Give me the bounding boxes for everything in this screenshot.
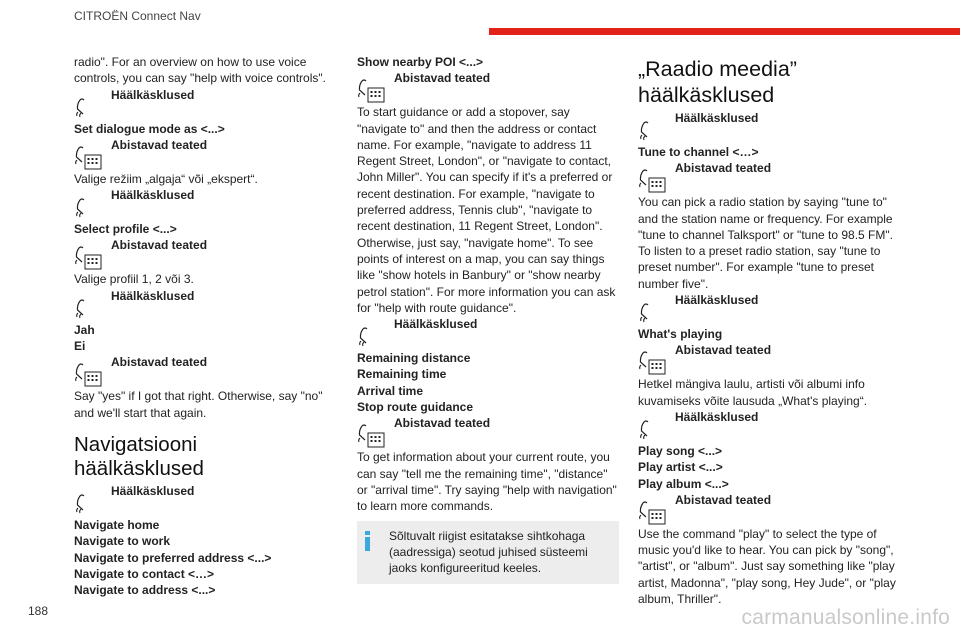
section-heading-line: häälkäsklused [74, 456, 204, 480]
header-accent-bar [489, 28, 960, 35]
info-note-text: Sõltuvalt riigist esitatakse sihtkohaga (aadressiga) seotud juhised süsteemi jaoks konfigureeritud keeles. [389, 528, 588, 576]
paragraph: Hetkel mängiva laulu, artisti või albumi info kuvamiseks võite lausuda „What's playing“. [638, 377, 868, 408]
paragraph: To get information about your current route, you can say "tell me the remaining time", "distance" or "arrival time". Try saying "help with navigation" to learn more commands. [357, 450, 617, 514]
paragraph: Use the command "play" to select the type of music you'd like to hear. You can pick by "song", "artist", or "album". Just say something like "play artist, Madonna", "play song, Hey Jude", or "play album, Thriller". [638, 526, 896, 607]
paragraph: You can pick a radio station by saying "tune to" and the station name or frequency. For example "tune to channel Talksport" or "tune to 98.5 FM". To listen to a preset radio station, say "tune to preset number". For example "tune to preset number five". [638, 195, 893, 291]
voice-commands-heading [74, 483, 336, 517]
help-messages-heading [74, 137, 336, 171]
column-3 [638, 54, 900, 607]
command: Navigate to work [74, 534, 171, 549]
header-title: CITROËN Connect Nav [74, 9, 201, 23]
command: Navigate home [74, 517, 160, 532]
command: Set dialogue mode as <...> [74, 121, 225, 136]
command: Ei [74, 339, 86, 354]
voice-commands-heading [74, 187, 336, 221]
label-voice-commands: Häälkäsklused [394, 317, 478, 332]
voice-commands-heading [74, 87, 336, 121]
paragraph: Valige režiim „algaja“ või „ekspert“. [74, 171, 258, 186]
help-message-icon [638, 501, 668, 525]
help-message-icon [357, 424, 387, 448]
label-help-messages: Abistavad teated [675, 343, 772, 358]
label-voice-commands: Häälkäsklused [111, 288, 195, 303]
help-message-icon [74, 363, 104, 387]
command: Remaining distance [357, 351, 471, 366]
label-help-messages: Abistavad teated [675, 161, 772, 176]
command: What's playing [638, 327, 723, 342]
voice-command-icon [74, 196, 104, 220]
voice-command-icon [638, 119, 668, 143]
paragraph: radio". For an overview on how to use voice controls, you can say "help with voice controls". [74, 55, 326, 86]
column-1 [74, 54, 336, 598]
section-heading-radio-media [638, 56, 900, 108]
section-heading-line: häälkäsklused [638, 83, 775, 107]
command: Remaining time [357, 367, 447, 382]
voice-commands-heading [638, 110, 900, 144]
help-message-icon [638, 169, 668, 193]
help-messages-heading [74, 237, 336, 271]
help-message-icon [74, 246, 104, 270]
label-help-messages: Abistavad teated [675, 492, 772, 507]
section-heading-line: „Raadio meedia” [638, 57, 797, 81]
help-messages-heading [357, 415, 619, 449]
label-voice-commands: Häälkäsklused [675, 409, 759, 424]
help-messages-heading [74, 354, 336, 388]
voice-command-icon [74, 96, 104, 120]
section-heading-navigation [74, 433, 336, 481]
page-number: 188 [28, 604, 49, 618]
label-voice-commands: Häälkäsklused [111, 188, 195, 203]
label-help-messages: Abistavad teated [111, 355, 208, 370]
label-help-messages: Abistavad teated [394, 71, 491, 86]
command: Play song <...> [638, 443, 723, 458]
command: Navigate to contact <…> [74, 566, 215, 581]
label-voice-commands: Häälkäsklused [111, 483, 195, 498]
help-messages-heading [638, 160, 900, 194]
voice-command-icon [357, 325, 387, 349]
voice-command-icon [74, 297, 104, 321]
info-note [357, 521, 619, 585]
watermark: carmanualsonline.info [741, 606, 950, 629]
voice-command-icon [638, 301, 668, 325]
command: Select profile <...> [74, 222, 177, 237]
help-message-icon [74, 146, 104, 170]
paragraph: Valige profiil 1, 2 või 3. [74, 272, 194, 287]
label-help-messages: Abistavad teated [111, 137, 208, 152]
label-help-messages: Abistavad teated [111, 238, 208, 253]
voice-commands-heading [357, 316, 619, 350]
voice-commands-heading [638, 292, 900, 326]
paragraph: Say "yes" if I got that right. Otherwise, say "no" and we'll start that again. [74, 389, 323, 420]
label-help-messages: Abistavad teated [394, 416, 491, 431]
paragraph: To start guidance or add a stopover, say "navigate to" and then the address or contact name. For example, "navigate to address 11 Regent Street, London", or "navigate to contact, John Miller". You can specify if it's a preferred or recent destination. For example, "navigate to preferred address, Tennis club", "navigate to recent destination, 11 Regent Street, London". Otherwise, just say, "navigate home". To see points of interest on a map, you can say things like "show hotels in Banbury" or "show nearby petrol station". For more information you can ask for "help with route guidance". [357, 105, 616, 315]
command: Navigate to preferred address <...> [74, 550, 272, 565]
voice-commands-heading [74, 288, 336, 322]
command: Tune to channel <…> [638, 145, 759, 159]
column-2 [357, 54, 619, 584]
help-messages-heading [638, 342, 900, 376]
help-message-icon [357, 79, 387, 103]
command: Arrival time [357, 383, 424, 398]
command: Play artist <...> [638, 460, 723, 475]
command: Show nearby POI <...> [357, 55, 484, 69]
voice-command-icon [74, 492, 104, 516]
help-messages-heading [638, 492, 900, 526]
command: Jah [74, 322, 95, 337]
command: Navigate to address <...> [74, 583, 216, 598]
help-messages-heading [357, 70, 619, 104]
label-voice-commands: Häälkäsklused [675, 111, 759, 125]
section-heading-line: Navigatsiooni [74, 432, 198, 456]
command: Stop route guidance [357, 400, 474, 415]
info-icon [365, 531, 370, 551]
label-voice-commands: Häälkäsklused [111, 87, 195, 102]
voice-commands-heading [638, 409, 900, 443]
help-message-icon [638, 351, 668, 375]
command: Play album <...> [638, 476, 729, 491]
voice-command-icon [638, 418, 668, 442]
label-voice-commands: Häälkäsklused [675, 293, 759, 308]
